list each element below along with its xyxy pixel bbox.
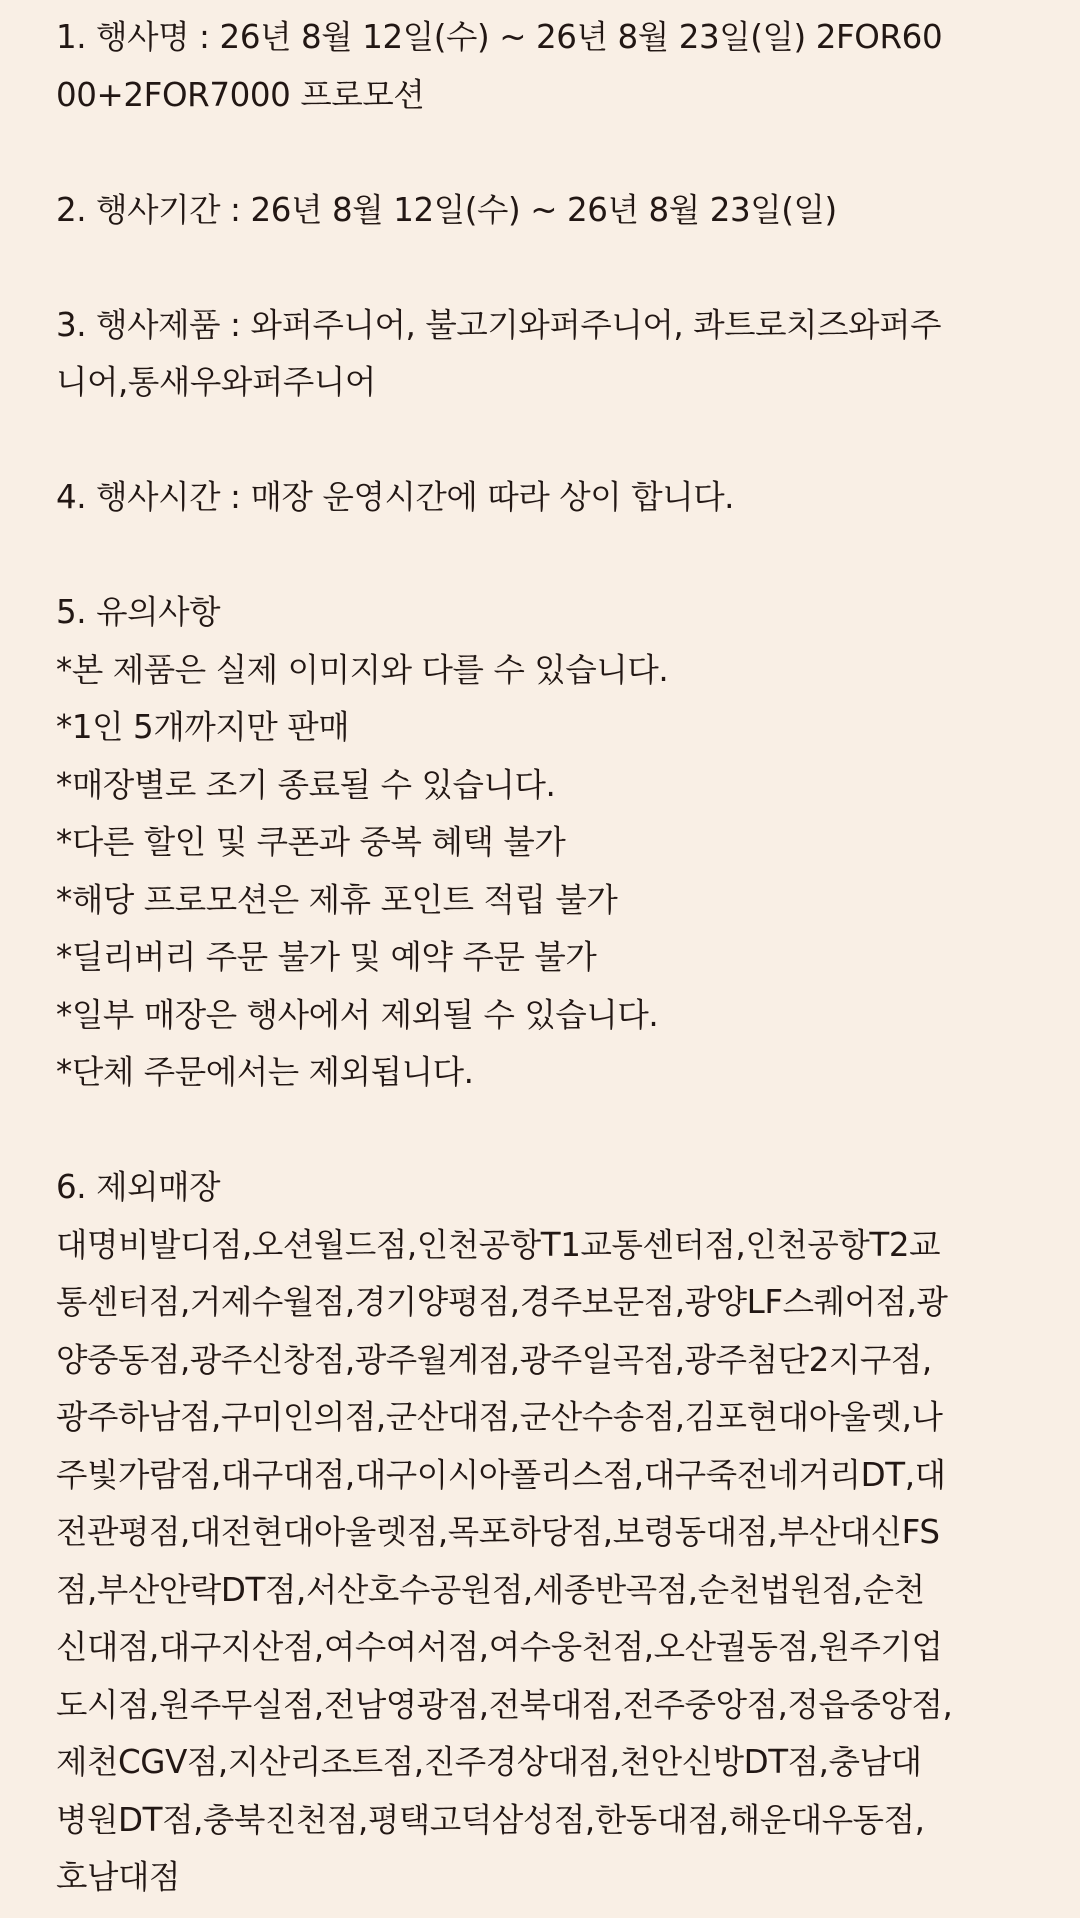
caution-item: *일부 매장은 행사에서 제외될 수 있습니다.: [56, 995, 659, 1034]
caution-item: *단체 주문에서는 제외됩니다.: [56, 1053, 474, 1091]
excluded-stores-line: 전관평점,대전현대아울렛점,목포하당점,보령동대점,부산대신FS: [56, 1513, 940, 1551]
event-name-line: 1. 행사명 : 26년 8월 12일(수) ~ 26년 8월 23일(일) 2FOR60: [56, 18, 943, 56]
excluded-stores-line: 광주하남점,구미인의점,군산대점,군산수송점,김포현대아울렛,나: [56, 1398, 943, 1436]
caution-item: *딜리버리 주문 불가 및 예약 주문 불가: [56, 938, 597, 976]
excluded-stores-line: 대명비발디점,오션월드점,인천공항T1교통센터점,인천공항T2교: [56, 1225, 941, 1264]
excluded-stores-line: 병원DT점,충북진천점,평택고덕삼성점,한동대점,해운대우동점,: [56, 1800, 925, 1839]
spacer: [56, 412, 1040, 470]
excluded-stores-line: 호남대점: [56, 1858, 180, 1896]
caution-item: *다른 할인 및 쿠폰과 중복 혜택 불가: [56, 823, 566, 861]
event-products-section: [56, 297, 1040, 412]
caution-item: *매장별로 조기 종료될 수 있습니다.: [56, 765, 556, 804]
event-products-line: 니어,통새우와퍼주니어: [56, 363, 376, 401]
excluded-stores-line: 양중동점,광주신창점,광주월계점,광주일곡점,광주첨단2지구점,: [56, 1340, 932, 1379]
spacer: [56, 239, 1040, 297]
caution-item: *본 제품은 실제 이미지와 다를 수 있습니다.: [56, 650, 669, 689]
cautions-title: 5. 유의사항: [56, 593, 221, 631]
caution-item: *해당 프로모션은 제휴 포인트 적립 불가: [56, 880, 618, 919]
spacer: [56, 527, 1040, 585]
excluded-stores-line: 주빛가람점,대구대점,대구이시아폴리스점,대구죽전네거리DT,대: [56, 1455, 946, 1494]
event-name-section: [56, 9, 1040, 124]
event-products-line: 3. 행사제품 : 와퍼주니어, 불고기와퍼주니어, 콰트로치즈와퍼주: [56, 305, 942, 344]
event-period-section: [56, 182, 1040, 240]
excluded-stores-line: 도시점,원주무실점,전남영광점,전북대점,전주중앙점,정읍중앙점,: [56, 1685, 953, 1724]
event-name-line: 00+2FOR7000 프로모션: [56, 75, 425, 114]
caution-item: *1인 5개까지만 판매: [56, 708, 350, 746]
excluded-stores-section: [56, 1159, 1040, 1907]
spacer: [56, 1102, 1040, 1160]
cautions-section: [56, 584, 1040, 1102]
event-hours-section: [56, 469, 1040, 527]
excluded-stores-line: 통센터점,거제수월점,경기양평점,경주보문점,광양LF스퀘어점,광: [56, 1283, 948, 1321]
excluded-stores-title: 6. 제외매장: [56, 1168, 221, 1206]
excluded-stores-line: 신대점,대구지산점,여수여서점,여수웅천점,오산궐동점,원주기업: [56, 1628, 943, 1666]
excluded-stores-line: 점,부산안락DT점,서산호수공원점,세종반곡점,순천법원점,순천: [56, 1570, 925, 1609]
excluded-stores-line: 제천CGV점,지산리조트점,진주경상대점,천안신방DT점,충남대: [56, 1743, 922, 1781]
spacer: [56, 124, 1040, 182]
event-hours-line: 4. 행사시간 : 매장 운영시간에 따라 상이 합니다.: [56, 478, 735, 516]
event-period-line: 2. 행사기간 : 26년 8월 12일(수) ~ 26년 8월 23일(일): [56, 190, 837, 229]
